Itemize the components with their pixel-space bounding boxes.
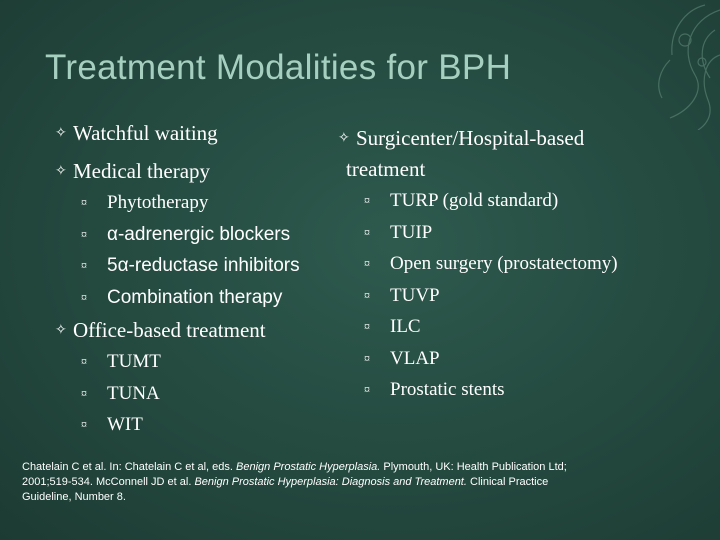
citation-italic: Benign Prostatic Hyperplasia: Diagnosis and Treatment. [194, 476, 467, 488]
sub-list-item [55, 250, 355, 282]
sub-bullet-icon: ¤ [81, 195, 87, 209]
star-bullet-icon: ✧ [55, 323, 67, 338]
sub-list-item-label: 5α-reductase inhibitors [107, 255, 300, 276]
list-item-label: treatment [346, 157, 426, 181]
sub-list-item-label: TUIP [390, 221, 433, 243]
sub-list-item-label: TUMT [107, 351, 161, 372]
sub-list-item [55, 346, 355, 378]
sub-list-item-label: Prostatic stents [390, 379, 505, 400]
sub-bullet-icon: ¤ [364, 224, 370, 239]
sub-list-item [55, 409, 355, 441]
sub-list-item [55, 187, 355, 219]
list-item-label: Surgicenter/Hospital-based [356, 126, 585, 150]
list-item [55, 118, 355, 149]
citation-italic: Benign Prostatic Hyperplasia. [236, 461, 381, 473]
list-item-continuation [338, 154, 713, 185]
sub-list-item [338, 374, 713, 406]
sub-list-item-label: Open surgery (prostatectomy) [390, 253, 618, 274]
list-item-label: Medical therapy [73, 159, 211, 183]
star-bullet-icon: ✧ [55, 164, 67, 179]
sub-list-item-label: α-adrenergic blockers [107, 223, 291, 245]
sub-list-item-label: Combination therapy [107, 286, 283, 308]
sub-list-item [338, 248, 713, 280]
sub-bullet-icon: ¤ [364, 193, 370, 207]
list-item-label: Watchful waiting [73, 121, 218, 145]
list-item [338, 123, 713, 154]
sub-list-item [338, 185, 713, 217]
sub-bullet-icon: ¤ [81, 258, 87, 272]
citation-text: Plymouth, UK: Health Publication Ltd; 2001;519-534. McConnell JD et al. [22, 461, 567, 488]
sub-bullet-icon: ¤ [364, 319, 370, 333]
sub-bullet-icon: ¤ [81, 354, 87, 368]
list-item [55, 156, 355, 187]
sub-list-item-label: VLAP [390, 347, 440, 369]
sub-list-item [338, 343, 713, 375]
sub-bullet-icon: ¤ [364, 256, 370, 270]
sub-list-item [338, 280, 713, 312]
sub-list-item [55, 378, 355, 410]
sub-list-item-label: TURP (gold standard) [390, 190, 559, 211]
left-column [55, 118, 355, 441]
sub-bullet-icon: ¤ [364, 382, 370, 396]
list-item-label: Office-based treatment [73, 318, 266, 342]
citation [22, 460, 582, 505]
sub-bullet-icon: ¤ [81, 289, 87, 304]
citation-text: Chatelain C et al. In: Chatelain C et al, eds. [22, 461, 237, 473]
right-column [338, 123, 713, 406]
sub-list-item [55, 219, 355, 251]
sub-bullet-icon: ¤ [364, 287, 370, 302]
sub-list-item-label: TUNA [107, 382, 160, 404]
sub-list-item-label: ILC [390, 316, 421, 337]
sub-list-item [55, 282, 355, 314]
sub-list-item [338, 217, 713, 249]
sub-list-item-label: WIT [107, 414, 143, 435]
list-item [55, 315, 355, 346]
sub-bullet-icon: ¤ [81, 226, 87, 241]
sub-bullet-icon: ¤ [364, 350, 370, 365]
sub-bullet-icon: ¤ [81, 417, 87, 431]
sub-bullet-icon: ¤ [81, 385, 87, 400]
floral-ornament-icon [610, 0, 720, 130]
star-bullet-icon: ✧ [55, 126, 67, 141]
sub-list-item-label: Phytotherapy [107, 192, 209, 213]
sub-list-item [338, 311, 713, 343]
slide-title: Treatment Modalities for BPH [45, 48, 512, 87]
sub-list-item-label: TUVP [390, 284, 440, 306]
star-bullet-icon: ✧ [338, 131, 350, 146]
citation-text: Clinical Practice Guideline, Number 8. [22, 476, 549, 503]
